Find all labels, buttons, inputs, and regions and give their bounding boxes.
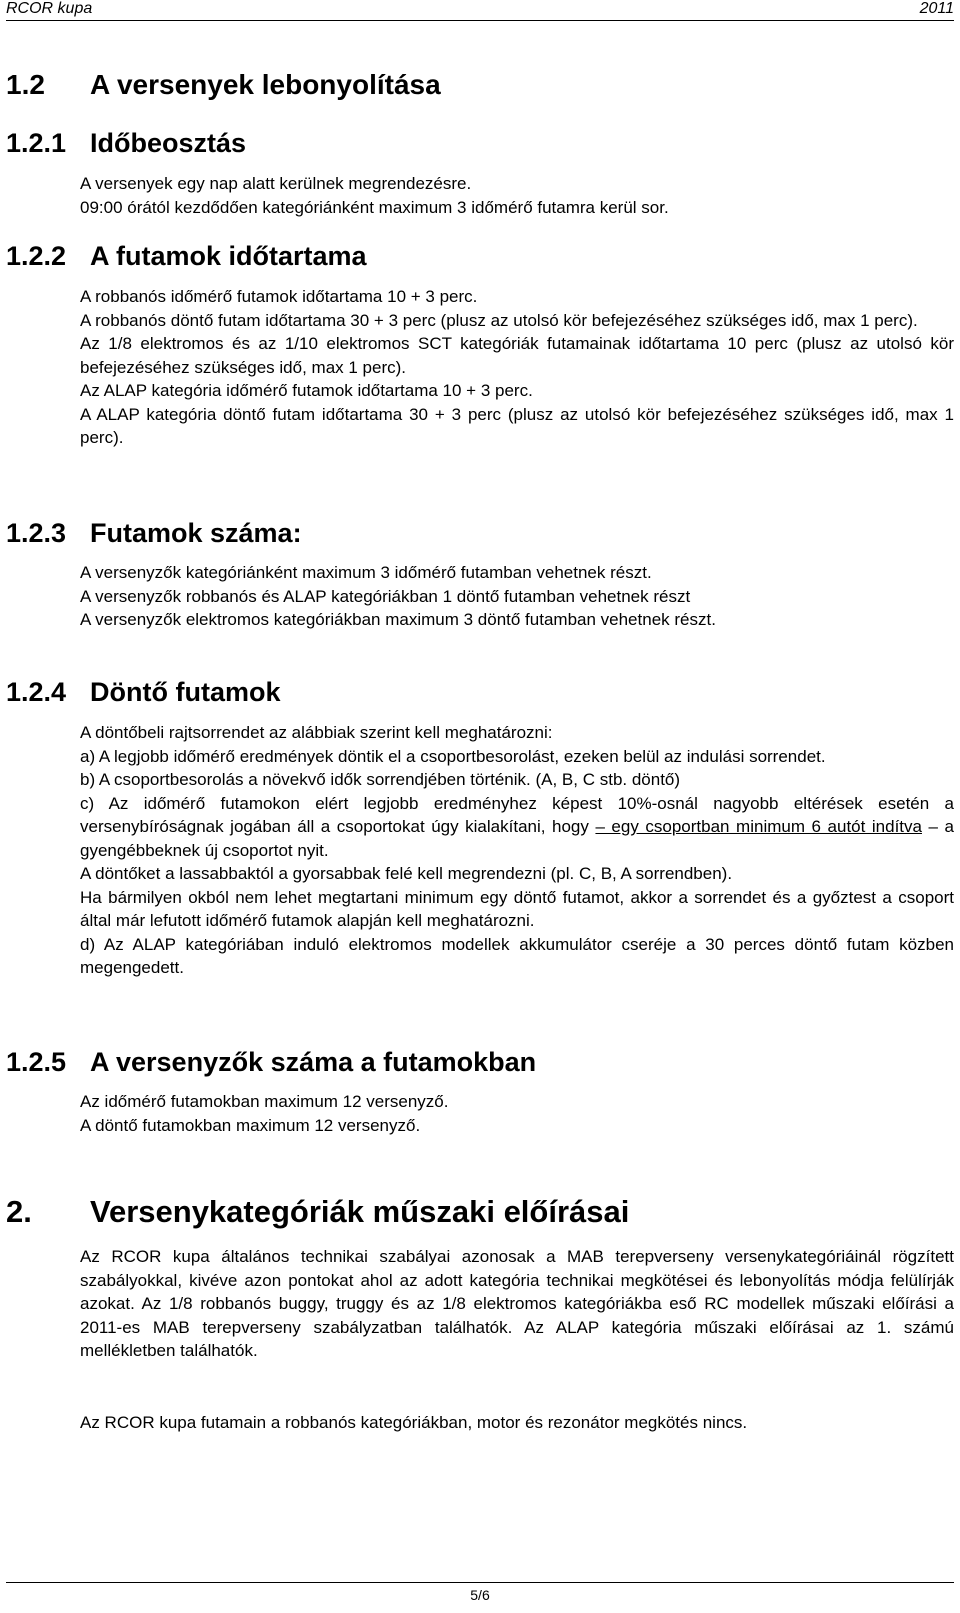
section-number: 1.2.3 (6, 518, 67, 548)
section-1-2-2-body (80, 285, 954, 450)
text-line: Az időmérő futamokban maximum 12 versenyző. (80, 1092, 449, 1111)
paragraph: Az ALAP kategória időmérő futamok időtartama 10 + 3 perc. (80, 381, 533, 400)
section-1-2-3-heading (6, 518, 302, 549)
paragraph: d) Az ALAP kategóriában induló elektromos modellek akkumulátor cseréje a 30 perces döntő futam közben megengedett. (80, 934, 954, 977)
section-title: A futamok időtartama (90, 241, 367, 271)
paragraph (80, 1090, 954, 1137)
text-line: A versenyek egy nap alatt kerülnek megrendezésre. (80, 174, 472, 193)
emphasized-text: – egy csoportban minimum 6 autót indítva (595, 817, 922, 836)
section-title: Futamok száma: (90, 518, 302, 548)
paragraph (80, 172, 954, 219)
section-title: Döntő futamok (90, 677, 281, 707)
paragraph: A robbanós döntő futam időtartama 30 + 3 perc (plusz az utolsó kör befejezéséhez szükséges idő, max 1 perc). (80, 310, 918, 330)
paragraph: A döntőbeli rajtsorrendet az alábbiak szerint kell meghatározni: (80, 723, 553, 742)
section-1-2-2-heading (6, 241, 367, 272)
text-line: 09:00 órától kezdődően kategóriánként maximum 3 időmérő futamra kerül sor. (80, 197, 669, 217)
footer-divider (6, 1582, 954, 1583)
section-number: 1.2.1 (6, 128, 67, 158)
section-1-2-4-heading (6, 677, 280, 708)
paragraph: Az RCOR kupa általános technikai szabályai azonosak a MAB terepverseny versenykategóriáinál rögzített szabályokkal, kivéve azon pontokat ahol az adott kategória technikai megkötései és lebonyolítás módja felülírják azokat. Az 1/8 robbanós buggy, truggy és az 1/8 elektromos kategóriákba eső RC modellek műszaki előírási a 2011-es MAB terepverseny szabályzatban találhatók. Az ALAP kategória műszaki előírásai az 1. számú mellékletben találhatók. (80, 1247, 954, 1360)
text-run: – a gyengébbeknek új csoportot nyit. (80, 817, 954, 860)
paragraph: b) A csoportbesorolás a növekvő idők sorrendjében történik. (A, B, C stb. döntő) (80, 770, 681, 789)
section-1-2-heading (6, 69, 441, 101)
header-year: 2011 (919, 0, 954, 17)
section-number: 1.2.5 (6, 1047, 67, 1077)
paragraph: Az 1/8 elektromos és az 1/10 elektromos SCT kategóriák futamainak időtartama 10 perc (plusz az utolsó kör befejezéséhez szükséges idő, max 1 perc). (80, 334, 954, 377)
section-1-2-4-body (80, 721, 954, 980)
paragraph (80, 792, 954, 863)
section-number: 2. (6, 1194, 32, 1229)
page-number: 5/6 (470, 1587, 490, 1603)
page-header (6, 0, 954, 21)
text-line: A versenyzők elektromos kategóriákban maximum 3 döntő futamban vehetnek részt. (80, 610, 716, 629)
section-1-2-5-heading (6, 1047, 536, 1078)
section-number: 1.2.2 (6, 241, 67, 271)
paragraph: A döntőket a lassabbaktól a gyorsabbak felé kell megrendezni (pl. C, B, A sorrendben). (80, 864, 733, 883)
paragraph: Ha bármilyen okból nem lehet megtartani minimum egy döntő futamot, akkor a sorrendet és a győztest a csoport által már lefutott időmérő futamok alapján kell meghatározni. (80, 887, 954, 930)
text-line: A döntő futamokban maximum 12 versenyző. (80, 1115, 421, 1135)
section-number: 1.2 (6, 69, 45, 100)
section-title: Időbeosztás (90, 128, 247, 158)
paragraph: Az RCOR kupa futamain a robbanós kategóriákban, motor és rezonátor megkötés nincs. (80, 1413, 748, 1432)
section-title: A versenyzők száma a futamokban (90, 1047, 537, 1077)
section-2-heading (6, 1194, 629, 1230)
paragraph: A ALAP kategória döntő futam időtartama 30 + 3 perc (plusz az utolsó kör befejezéséhez szükséges idő, max 1 perc). (80, 404, 954, 447)
paragraph: a) A legjobb időmérő eredmények döntik el a csoportbesorolást, ezeken belül az indulási sorrendet. (80, 746, 826, 766)
section-number: 1.2.4 (6, 677, 67, 707)
text-line: A versenyzők kategóriánként maximum 3 időmérő futamban vehetnek részt. (80, 563, 652, 582)
paragraph (80, 561, 954, 632)
text-line: A versenyzők robbanós és ALAP kategóriákban 1 döntő futamban vehetnek részt (80, 586, 691, 606)
section-title: Versenykategóriák műszaki előírásai (90, 1194, 630, 1229)
text-run: c) Az időmérő futamokon elért legjobb eredményhez képest 10%-osnál nagyobb eltérések esetén a versenybíróságnak jogában áll a csoportokat úgy kialakítani, hogy (80, 793, 954, 836)
paragraph: A robbanós időmérő futamok időtartama 10 + 3 perc. (80, 287, 478, 306)
header-title: RCOR kupa (6, 0, 93, 17)
section-1-2-1-heading (6, 128, 246, 159)
section-title: A versenyek lebonyolítása (90, 69, 441, 100)
